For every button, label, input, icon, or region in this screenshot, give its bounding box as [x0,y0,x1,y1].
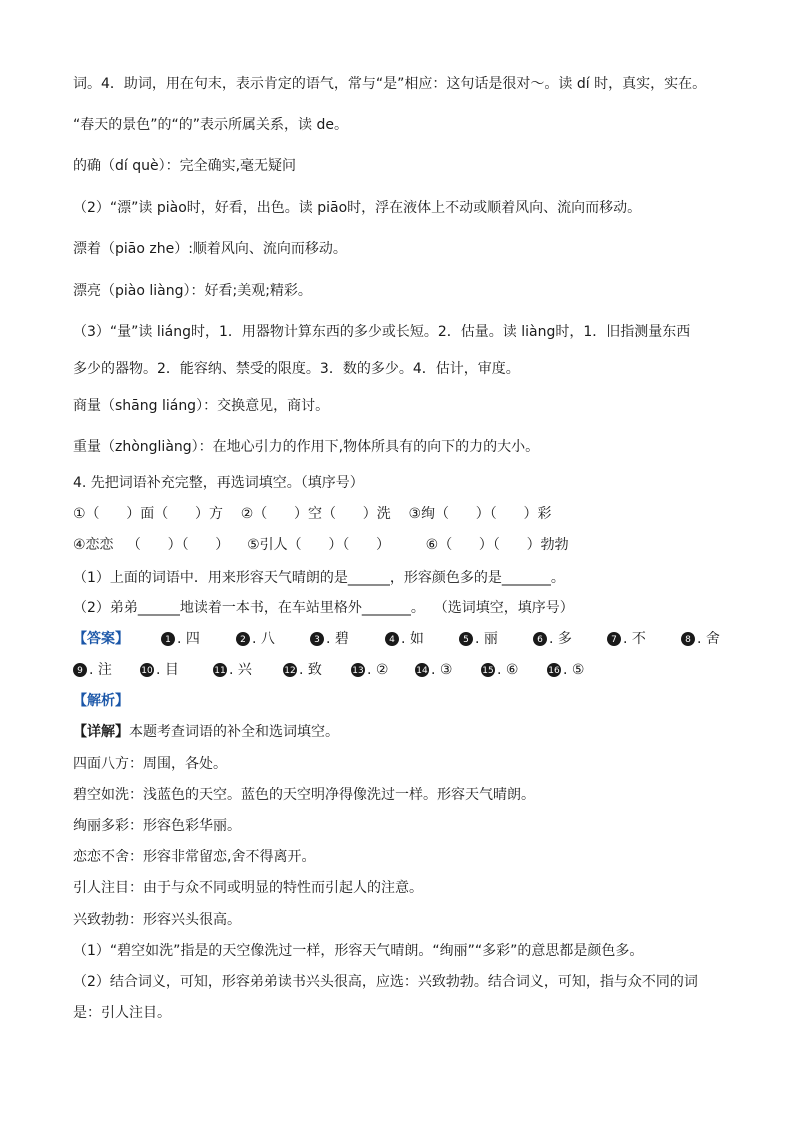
sub-question: （1）上面的词语中．用来形容天气晴朗的是______，形容颜色多的是_______。 [73,570,565,586]
text-line: 漂亮（piào liàng）：好看;美观;精彩。 [73,283,312,299]
text-line: （3）“量”读 liáng时，1．用器物计算东西的多少或长短。2．估量。读 liàng时，1．旧指测量东西 [73,324,691,340]
text-line: （2）“漂”读 piào时，好看，出色。读 piāo时，浮在液体上不动或顺着风向、流向而移动。 [73,200,642,216]
text-line: 词。4．助词，用在句末，表示肯定的语气，常与“是”相应：这句话是很对～。读 dí 时，真实，实在。 [73,76,707,92]
analysis-detail: 【详解】本题考查词语的补全和选词填空。 [73,724,339,740]
text-line: 商量（shāng liáng）：交换意见，商讨。 [73,398,330,414]
analysis-line: 兴致勃勃：形容兴头很高。 [73,912,241,928]
analysis-line: 引人注目：由于与众不同或明显的特性而引起人的注意。 [73,880,423,896]
answer-item: 13 . ② [352,662,389,678]
question-title: 4. 先把词语补充完整，再选词填空。（填序号） [73,475,364,491]
answer-item: 7 . 不 [607,630,646,648]
answer-label: 【答案】 [73,631,129,647]
text-line: 漂着（piāo zhe）:顺着风向、流向而移动。 [73,241,347,257]
question-item-row: ④恋恋 （ ）（ ） ⑤引人（ ）（ ） ⑥（ ）（ ）勃勃 [73,537,569,553]
answer-item: 4 . 如 [385,630,424,648]
answer-item: 11 . 兴 [214,662,252,678]
answer-item: 16 . ⑤ [548,662,585,678]
answer-item: 10 . 目 [141,662,179,678]
text-line: 多少的器物。2．能容纳、禁受的限度。3．数的多少。4．估计，审度。 [73,361,520,377]
text-line: 重量（zhòngliàng）：在地心引力的作用下,物体所具有的向下的力的大小。 [73,439,540,455]
analysis-line: 碧空如洗：浅蓝色的天空。蓝色的天空明净得像洗过一样。形容天气晴朗。 [73,787,535,803]
answer-item: 5 . 丽 [459,630,498,648]
analysis-line: 是：引人注目。 [73,1005,171,1021]
analysis-line: （2）结合词义，可知，形容弟弟读书兴头很高，应选：兴致勃勃。结合词义，可知，指与众不同的词 [73,974,698,990]
sub-question: （2）弟弟______地读着一本书，在车站里格外_______。 （选词填空，填序号） [73,600,574,616]
answer-item: 9 . 注 [73,661,112,679]
text-line: “春天的景色”的“的”表示所属关系，读 de。 [73,117,348,133]
answer-item: 8 . 舍 [681,630,720,648]
text-line: 的确（dí què）：完全确实,毫无疑问 [73,158,297,174]
answer-item: 1 . 四 [161,630,200,648]
analysis-line: 绚丽多彩：形容色彩华丽。 [73,818,241,834]
answer-item: 3 . 碧 [310,630,349,648]
answer-item: 2 . 八 [236,630,275,648]
analysis-line: 四面八方：周围，各处。 [73,756,227,772]
answer-item: 14 . ③ [416,662,453,678]
analysis-line: （1）“碧空如洗”指是的天空像洗过一样，形容天气晴朗。“绚丽”“多彩”的意思都是颜色多。 [73,943,644,959]
question-item-row: ①（ ）面（ ）方 ②（ ）空（ ）洗 ③绚（ ）（ ）彩 [73,506,552,522]
answer-item: 12 . 致 [284,662,322,678]
answer-item: 6 . 多 [533,630,572,648]
analysis-line: 恋恋不舍：形容非常留恋,舍不得离开。 [73,849,316,865]
analysis-label: 【解析】 [73,693,129,709]
answer-item: 15 . ⑥ [482,662,519,678]
